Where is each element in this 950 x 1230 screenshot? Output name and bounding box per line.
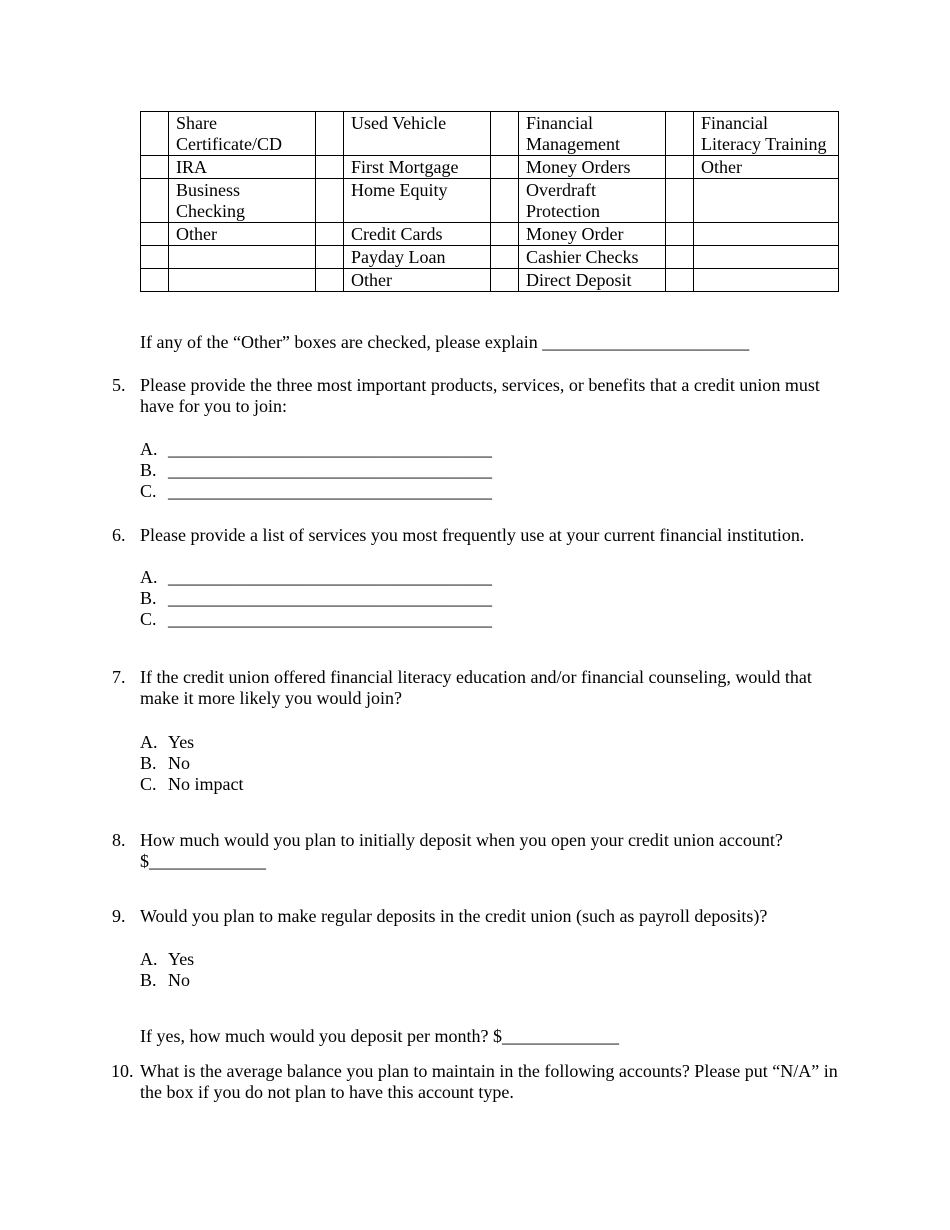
question-9-options — [140, 949, 194, 991]
table-row — [141, 179, 839, 223]
question-number: 6. — [112, 525, 126, 545]
service-label: Money Orders — [519, 156, 666, 179]
checkbox-cell[interactable] — [491, 179, 519, 223]
checkbox-cell[interactable] — [316, 156, 344, 179]
checkbox-cell[interactable] — [141, 179, 169, 223]
service-label — [169, 269, 316, 292]
service-label — [694, 223, 839, 246]
checkbox-cell[interactable] — [141, 156, 169, 179]
service-label: Financial Literacy Training — [694, 112, 839, 156]
service-label: Overdraft Protection — [519, 179, 666, 223]
table-row — [141, 269, 839, 292]
checkbox-cell[interactable] — [491, 112, 519, 156]
service-label — [694, 179, 839, 223]
question-text: If the credit union offered financial literacy education and/or financial counseling, would that make it more likely you would join? — [140, 667, 812, 708]
deposit-amount-line[interactable]: $_____________ — [140, 851, 266, 871]
answer-line[interactable]: C. ____________________________________ — [140, 609, 492, 629]
service-label — [169, 246, 316, 269]
question-text: What is the average balance you plan to maintain in the following accounts? Please put “N/A” in the box if you do not plan to have this account type. — [140, 1061, 838, 1102]
checkbox-cell[interactable] — [666, 156, 694, 179]
question-text: Please provide the three most important products, services, or benefits that a credit union must have for you to join: — [140, 375, 820, 416]
checkbox-cell[interactable] — [316, 179, 344, 223]
service-label: Home Equity — [344, 179, 491, 223]
service-label: Other — [344, 269, 491, 292]
question-number: 9. — [112, 906, 126, 926]
option-no-impact[interactable]: C. No impact — [140, 774, 244, 794]
question-6 — [112, 525, 842, 546]
service-label: Direct Deposit — [519, 269, 666, 292]
table-row — [141, 223, 839, 246]
checkbox-cell[interactable] — [141, 112, 169, 156]
checkbox-cell[interactable] — [141, 223, 169, 246]
monthly-deposit-line[interactable]: If yes, how much would you deposit per month? $_____________ — [140, 1026, 619, 1046]
option-no[interactable]: B. No — [140, 970, 190, 990]
answer-line[interactable]: A. ____________________________________ — [140, 439, 492, 459]
checkbox-cell[interactable] — [316, 223, 344, 246]
question-5-options — [140, 439, 492, 502]
checkbox-cell[interactable] — [141, 269, 169, 292]
service-label: Payday Loan — [344, 246, 491, 269]
question-number: 8. — [112, 830, 126, 850]
service-label — [694, 246, 839, 269]
service-label: Financial Management — [519, 112, 666, 156]
checkbox-cell[interactable] — [666, 246, 694, 269]
question-number: 10. — [111, 1061, 134, 1081]
checkbox-cell[interactable] — [491, 246, 519, 269]
checkbox-cell[interactable] — [141, 246, 169, 269]
service-label: IRA — [169, 156, 316, 179]
option-yes[interactable]: A. Yes — [140, 949, 195, 969]
checkbox-cell[interactable] — [491, 223, 519, 246]
table-row — [141, 246, 839, 269]
checkbox-cell[interactable] — [666, 269, 694, 292]
checkbox-cell[interactable] — [666, 179, 694, 223]
service-label: Money Order — [519, 223, 666, 246]
answer-line[interactable]: A. ____________________________________ — [140, 567, 492, 587]
checkbox-cell[interactable] — [316, 269, 344, 292]
service-label: Cashier Checks — [519, 246, 666, 269]
option-yes[interactable]: A. Yes — [140, 732, 195, 752]
table-row — [141, 156, 839, 179]
question-9 — [112, 906, 842, 927]
answer-line[interactable]: B. ____________________________________ — [140, 460, 492, 480]
question-6-options — [140, 567, 492, 630]
question-text: Would you plan to make regular deposits in the credit union (such as payroll deposits)? — [140, 906, 768, 926]
option-no[interactable]: B. No — [140, 753, 190, 773]
question-number: 7. — [112, 667, 126, 687]
question-5 — [112, 375, 842, 417]
services-table — [140, 111, 839, 292]
service-label: Credit Cards — [344, 223, 491, 246]
question-7 — [112, 667, 842, 709]
checkbox-cell[interactable] — [316, 246, 344, 269]
question-text: How much would you plan to initially deposit when you open your credit union account? — [140, 830, 783, 850]
question-10 — [112, 1061, 842, 1103]
question-8 — [112, 830, 842, 872]
question-number: 5. — [112, 375, 126, 395]
service-label: Used Vehicle — [344, 112, 491, 156]
checkbox-cell[interactable] — [316, 112, 344, 156]
service-label: Other — [694, 156, 839, 179]
question-7-options — [140, 732, 243, 795]
service-label: Other — [169, 223, 316, 246]
service-label: Business Checking — [169, 179, 316, 223]
service-label: Share Certificate/CD — [169, 112, 316, 156]
checkbox-cell[interactable] — [491, 269, 519, 292]
answer-line[interactable]: C. ____________________________________ — [140, 481, 492, 501]
checkbox-cell[interactable] — [666, 223, 694, 246]
service-label: First Mortgage — [344, 156, 491, 179]
question-text: Please provide a list of services you most frequently use at your current financial institution. — [140, 525, 805, 545]
answer-line[interactable]: B. ____________________________________ — [140, 588, 492, 608]
table-row — [141, 112, 839, 156]
checkbox-cell[interactable] — [491, 156, 519, 179]
checkbox-cell[interactable] — [666, 112, 694, 156]
service-label — [694, 269, 839, 292]
other-explain-line[interactable]: If any of the “Other” boxes are checked, please explain _______________________ — [140, 332, 750, 352]
